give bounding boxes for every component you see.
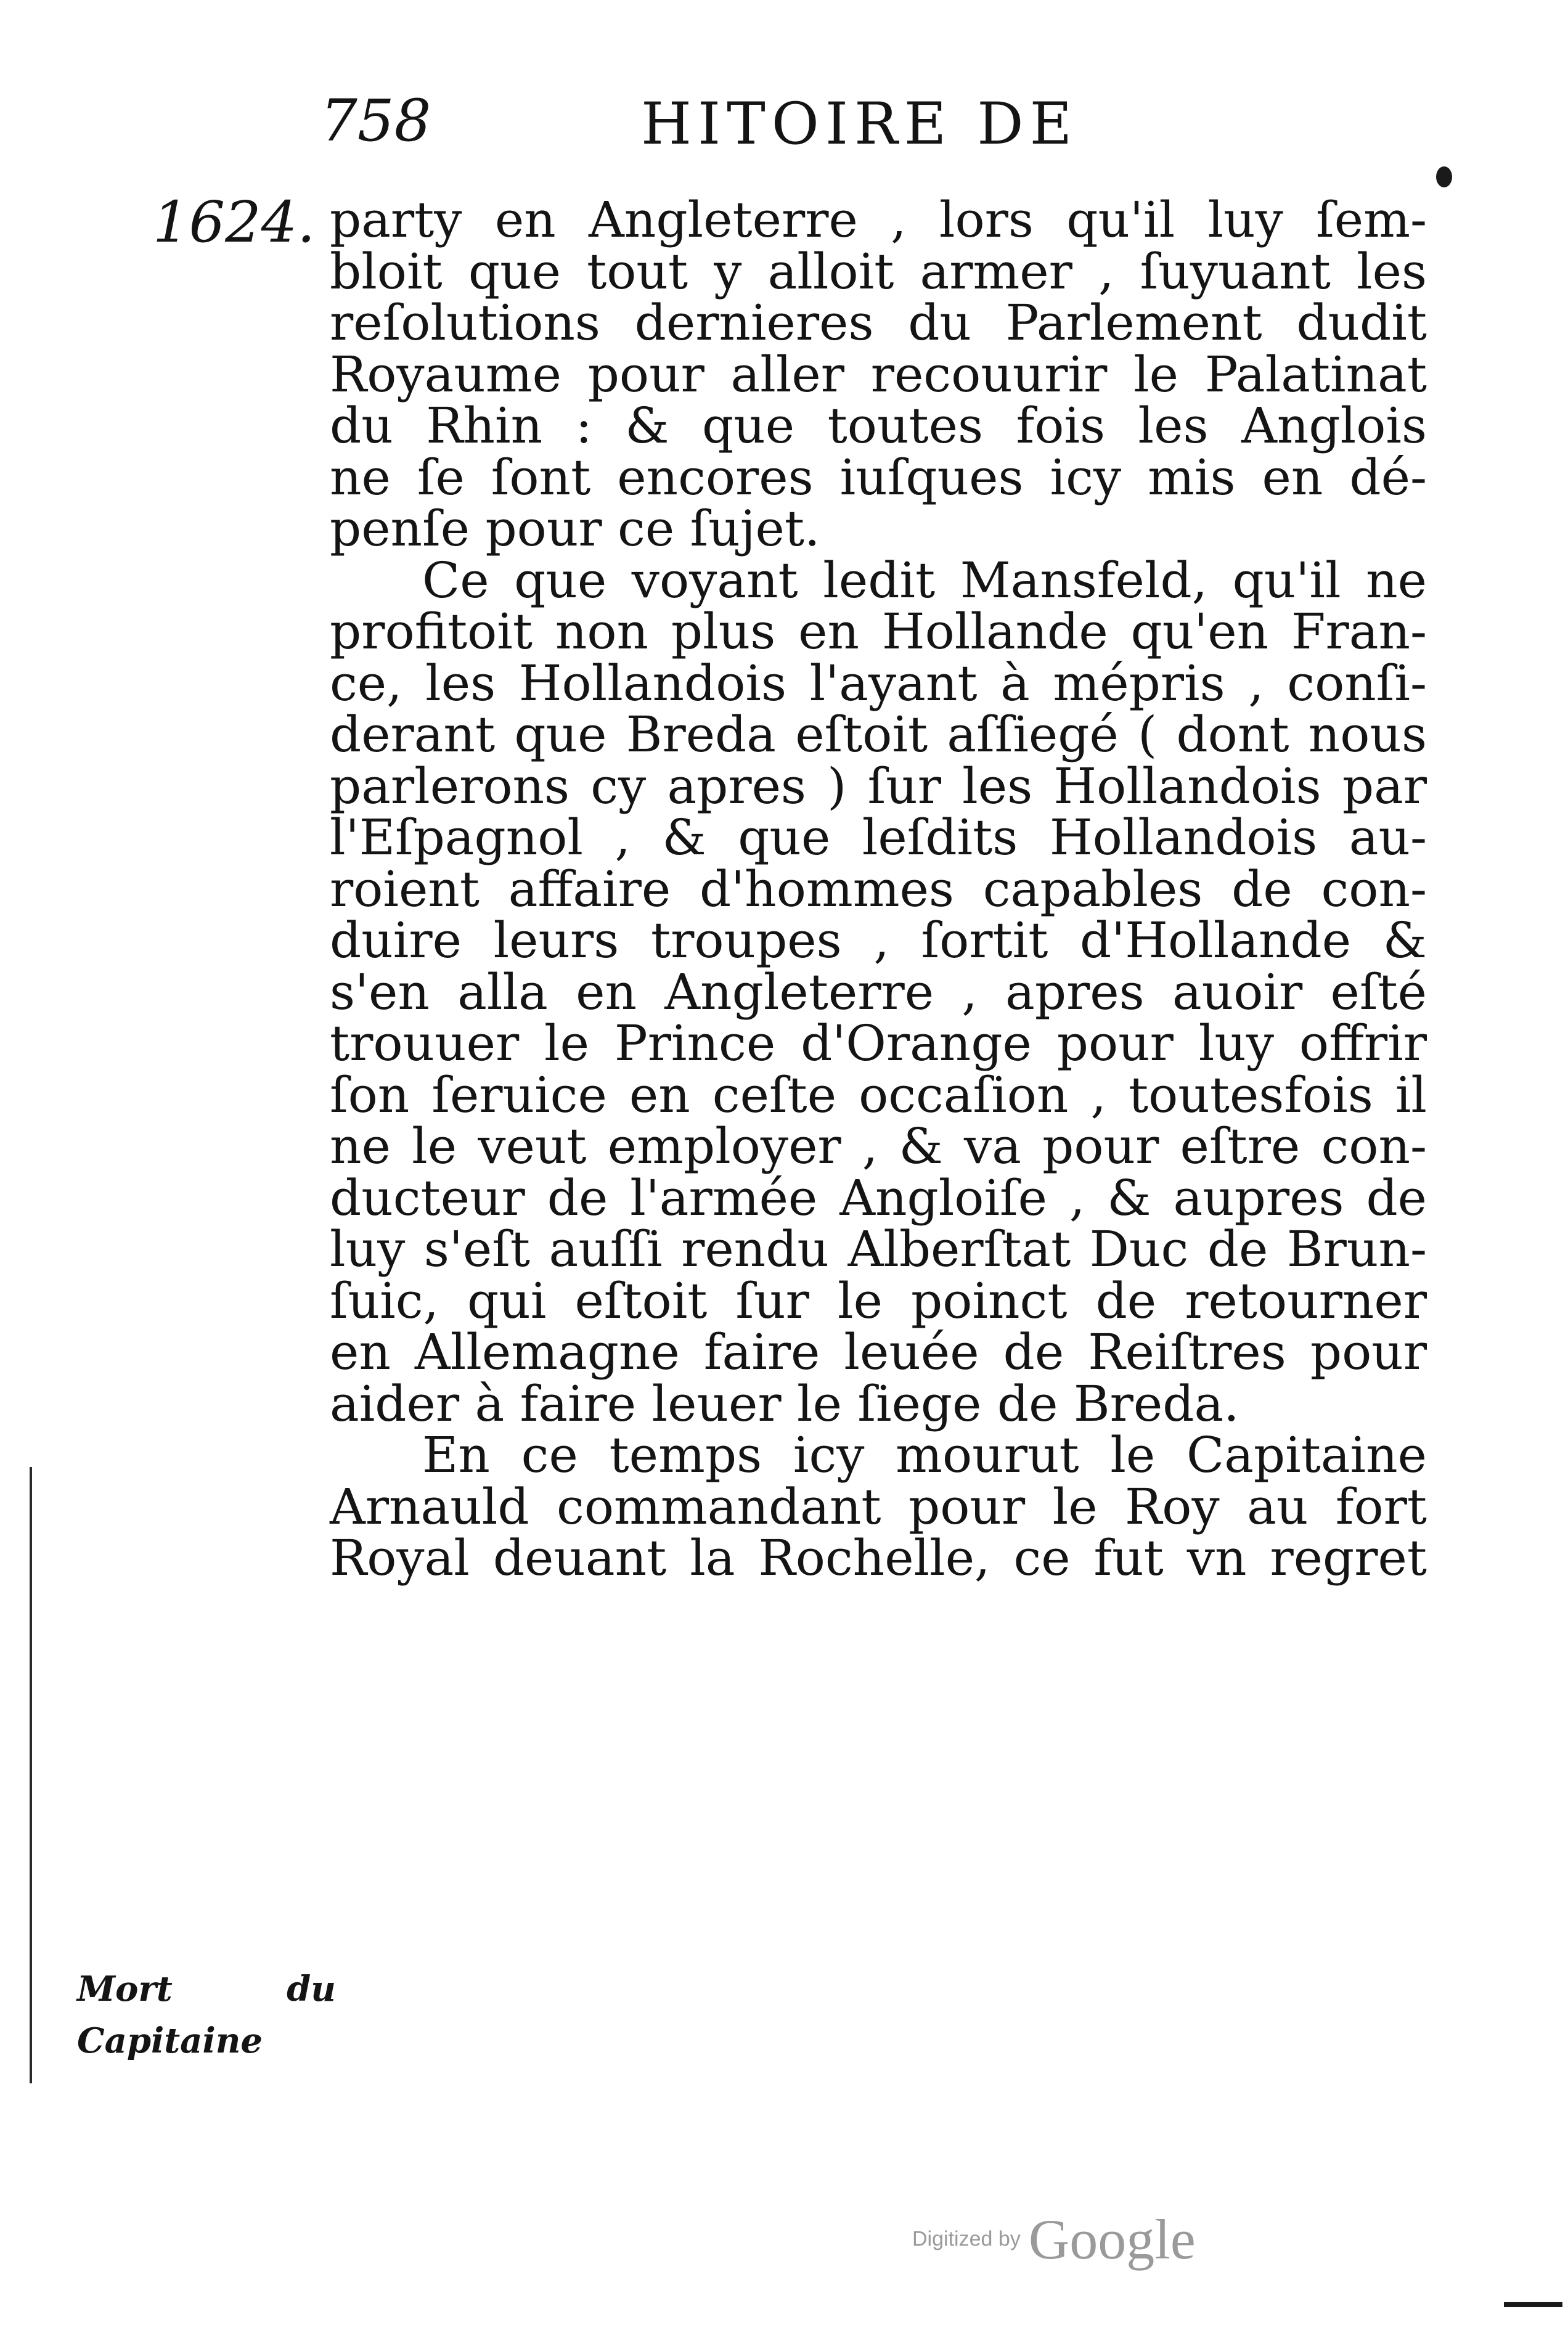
text-line: aider à faire leuer le ſiege de Breda. — [330, 1375, 1239, 1432]
watermark-prefix: Digitized by — [912, 2227, 1021, 2251]
text-line: profitoit non plus en Hollande qu'en Fran- — [330, 603, 1427, 660]
text-line: party en Angleterre , lors qu'il luy ſem- — [330, 191, 1427, 248]
text-line: ſon ſeruice en ceſte occaſion , toutesfois il — [330, 1066, 1427, 1124]
text-line: parlerons cy apres ) ſur les Hollandois par — [330, 757, 1427, 815]
text-line: ducteur de l'armée Angloiſe , & aupres de — [330, 1169, 1427, 1227]
page-number: 758 — [321, 88, 431, 155]
margin-note — [77, 1963, 336, 2067]
text-line: ne ſe ſont encores iuſques icy mis en dé- — [330, 448, 1427, 506]
ink-blot — [1436, 166, 1452, 187]
corner-mark — [1504, 2302, 1562, 2307]
margin-year: 1624. — [153, 189, 316, 255]
body-text — [330, 191, 1427, 1587]
text-line: Ce que voyant ledit Mansfeld, qu'il ne — [422, 551, 1427, 609]
margin-rule — [30, 1467, 32, 2083]
digitized-watermark — [912, 2207, 1196, 2272]
text-line: ſuic, qui eſtoit ſur le poinct de retourner — [330, 1272, 1427, 1330]
running-title: HITOIRE DE — [641, 91, 1079, 158]
text-line: Royaume pour aller recouurir le Palatinat — [330, 345, 1427, 403]
text-line: ce, les Hollandois l'ayant à mépris , conſi- — [330, 654, 1427, 712]
text-line: trouuer le Prince d'Orange pour luy offrir — [330, 1015, 1427, 1072]
text-line: l'Eſpagnol , & que leſdits Hollandois au- — [330, 809, 1427, 866]
watermark-brand: Google — [1028, 2208, 1196, 2271]
text-line: derant que Breda eſtoit aſſiegé ( dont nous — [330, 706, 1427, 763]
text-line: En ce temps icy mourut le Capitaine — [422, 1426, 1427, 1484]
margin-note-line: Mort du — [77, 1969, 336, 2009]
text-line: du Rhin : & que toutes fois les Anglois — [330, 397, 1427, 454]
text-line: s'en alla en Angleterre , apres auoir eſté — [330, 963, 1427, 1021]
text-line: ne le veut employer , & va pour eſtre con- — [330, 1117, 1427, 1175]
text-line: penſe pour ce ſujet. — [330, 500, 820, 557]
text-line: duire leurs troupes , ſortit d'Hollande & — [330, 912, 1427, 969]
text-line: reſolutions dernieres du Parlement dudit — [330, 294, 1427, 351]
text-line: bloit que tout y alloit armer , ſuyuant les — [330, 242, 1427, 300]
margin-note-line: Capitaine — [77, 2020, 263, 2061]
text-line: Arnauld commandant pour le Roy au fort — [330, 1477, 1427, 1535]
text-line: luy s'eſt auſſi rendu Alberſtat Duc de Brun- — [330, 1220, 1427, 1278]
text-line: Royal deuant la Rochelle, ce fut vn regret — [330, 1529, 1427, 1587]
text-line: roient affaire d'hommes capables de con- — [330, 860, 1427, 918]
text-line: en Allemagne faire leuée de Reiſtres pour — [330, 1323, 1427, 1381]
